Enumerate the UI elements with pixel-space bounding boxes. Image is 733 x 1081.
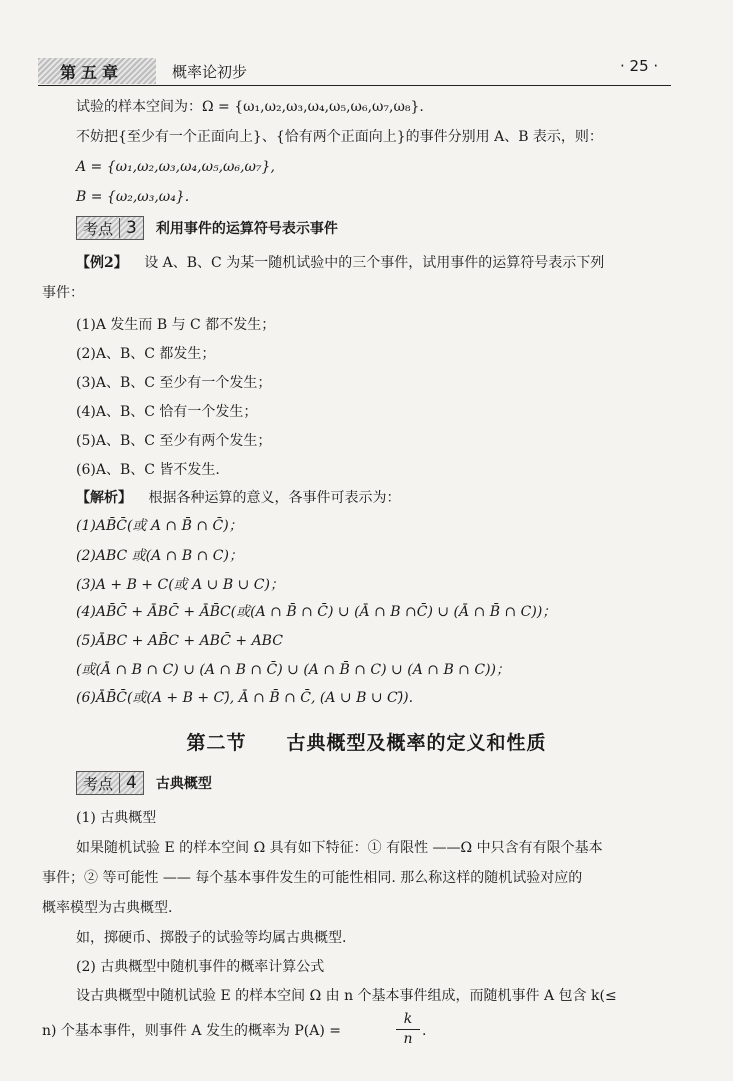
example-2-line (76, 253, 604, 273)
example-item-3: (3)A、B、C 至少有一个发生； (76, 375, 272, 391)
kaodian-4-number: 4 (119, 773, 137, 793)
chapter-title: 概率论初步 (172, 63, 248, 81)
analysis-tag: 【解析】 (76, 490, 132, 506)
kaodian-4-heading (76, 771, 212, 795)
classical-heading-1: (1) 古典概型 (76, 810, 157, 826)
analysis-line (76, 488, 400, 508)
analysis-item-3: (3)A + B + C(或 A ∪ B ∪ C)； (76, 577, 284, 593)
formula-period: . (422, 1023, 427, 1039)
example-item-6: (6)A、B、C 皆不发生. (76, 462, 220, 478)
example-item-1: (1)A 发生而 B 与 C 都不发生； (76, 317, 276, 333)
intro-line-1: 试验的样本空间为：Ω = {ω₁,ω₂,ω₃,ω₄,ω₅,ω₆,ω₇,ω₈}. (76, 99, 424, 115)
probability-fraction (396, 1011, 420, 1048)
classical-para-1a: 如果随机试验 E 的样本空间 Ω 具有如下特征：① 有限性 ——Ω 中只含有有限个基本 (76, 840, 603, 856)
example-item-5: (5)A、B、C 至少有两个发生； (76, 433, 272, 449)
kaodian-4-title: 古典概型 (155, 776, 212, 792)
intro-line-3: A = {ω₁,ω₂,ω₃,ω₄,ω₅,ω₆,ω₇}, (76, 159, 275, 175)
kaodian-3-heading (76, 216, 338, 240)
kaodian-4-label: 考点 (83, 774, 114, 793)
kaodian-3-number: 3 (119, 218, 137, 238)
fraction-denominator: n (403, 1031, 413, 1047)
intro-line-2: 不妨把{至少有一个正面向上}、{恰有两个正面向上}的事件分别用 A、B 表示，则： (76, 129, 603, 145)
kaodian-3-badge (76, 216, 144, 240)
classical-para-2: 如，掷硬币、掷骰子的试验等均属古典概型. (76, 930, 347, 946)
example-2-text: 设 A、B、C 为某一随机试验中的三个事件，试用事件的运算符号表示下列 (144, 255, 605, 271)
header-rule (38, 85, 671, 86)
example-item-4: (4)A、B、C 恰有一个发生； (76, 404, 258, 420)
analysis-item-2: (2)ABC 或(A ∩ B ∩ C)； (76, 548, 243, 564)
fraction-numerator: k (403, 1011, 413, 1027)
page-number: · 25 · (620, 57, 659, 75)
classical-para-1c: 概率模型为古典概型. (42, 900, 173, 916)
kaodian-3-title: 利用事件的运算符号表示事件 (155, 221, 338, 237)
analysis-text: 根据各种运算的意义，各事件可表示为： (148, 490, 401, 506)
classical-para-3b: n) 个基本事件，则事件 A 发生的概率为 P(A) = (42, 1023, 342, 1039)
section-title: 第二节 古典概型及概率的定义和性质 (186, 732, 547, 754)
example-2-text-2: 事件： (42, 285, 84, 301)
classical-para-3a: 设古典概型中随机试验 E 的样本空间 Ω 由 n 个基本事件组成，而随机事件 A 包含 k(≤ (76, 988, 617, 1004)
analysis-item-5: (5)ĀBC + AB̄C + ABC̄ + ABC (76, 633, 283, 649)
fraction-bar (396, 1029, 420, 1030)
intro-line-4: B = {ω₂,ω₃,ω₄}. (76, 189, 190, 205)
analysis-item-7: (6)ĀB̄C̄(或(A + B + C)̄, Ā ∩ B̄ ∩ C̄, (A ∪ B ∪ C)̄). (76, 690, 414, 706)
kaodian-4-badge (76, 771, 144, 795)
analysis-item-4: (4)AB̄C̄ + ĀBC̄ + ĀB̄C(或(A ∩ B̄ ∩ C̄) ∪ (Ā ∩ B ∩C̄) ∪ (Ā ∩ B̄ ∩ C))； (76, 604, 557, 620)
classical-para-1b: 事件；② 等可能性 —— 每个基本事件发生的可能性相同. 那么称这样的随机试验对应的 (42, 870, 583, 886)
example-2-tag: 【例2】 (76, 255, 128, 271)
chapter-label: 第五章 (60, 63, 124, 82)
example-item-2: (2)A、B、C 都发生； (76, 346, 216, 362)
analysis-item-1: (1)AB̄C̄(或 A ∩ B̄ ∩ C̄)； (76, 518, 243, 534)
analysis-item-6: (或(Ā ∩ B ∩ C) ∪ (A ∩ B ∩ C̄) ∪ (A ∩ B̄ ∩ C) ∪ (A ∩ B ∩ C))； (76, 662, 510, 678)
kaodian-3-label: 考点 (83, 219, 114, 238)
classical-heading-2: (2) 古典概型中随机事件的概率计算公式 (76, 959, 325, 975)
